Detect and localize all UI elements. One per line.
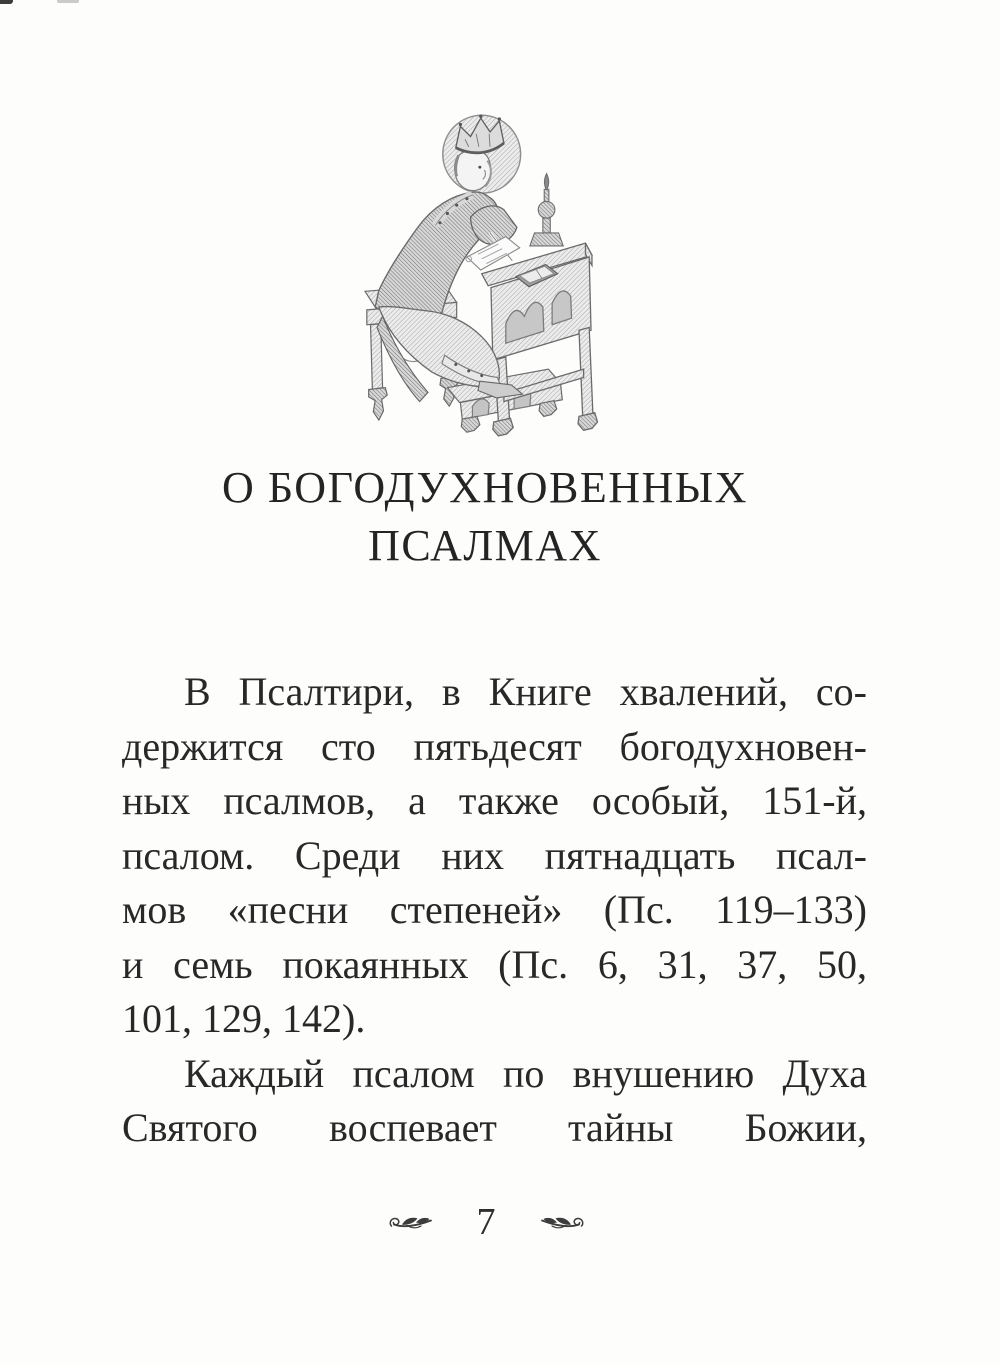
text-line: 101, 129, 142).: [122, 996, 366, 1041]
page-footer: [0, 1196, 972, 1248]
flourish-left-icon: [387, 1211, 433, 1233]
text-line: Святого воспевает тайны Божии,: [122, 1105, 867, 1150]
candlestick-icon: [530, 174, 563, 246]
scan-artifact: [57, 0, 79, 3]
text-line: держится сто пятьдесят богодухновен-: [122, 723, 867, 769]
text-line: Каждый псалом по внушению Духа: [184, 1050, 867, 1096]
king-david-writing-illustration: [352, 106, 604, 447]
chapter-title-line1: О БОГОДУХНОВЕННЫХ: [222, 463, 748, 512]
text-line: и семь покаянных (Пс. 6, 31, 37, 50,: [122, 941, 867, 987]
text-line: В Псалтири, в Книге хвалений, со-: [184, 669, 867, 714]
scan-artifact: [0, 0, 13, 4]
flourish-right-icon: [540, 1211, 586, 1233]
text-line: псалом. Среди них пятнадцать псал-: [122, 832, 867, 878]
body-text: [122, 665, 867, 1156]
page-number: 7: [476, 1201, 496, 1243]
chapter-title-line2: ПСАЛМАХ: [368, 521, 602, 570]
text-line: ных псалмов, а также особый, 151-й,: [122, 778, 867, 823]
text-line: мов «песни степеней» (Пс. 119–133): [122, 887, 867, 932]
chapter-title: [5, 459, 965, 575]
